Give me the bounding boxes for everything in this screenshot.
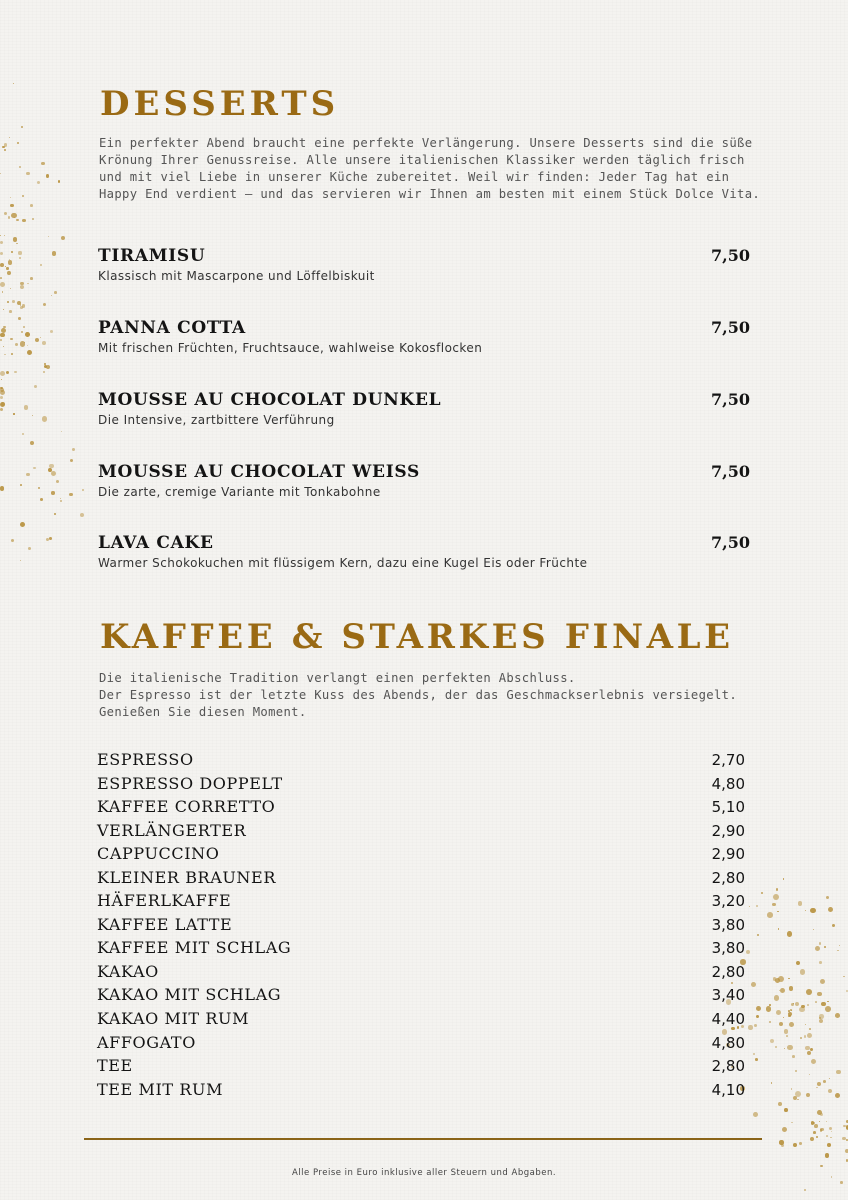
gold-splatter-dot [819, 961, 822, 964]
gold-splatter-dot [826, 1121, 827, 1122]
menu-item-description: Warmer Schokokuchen mit flüssigem Kern, dazu eine Kugel Eis oder Früchte [98, 556, 588, 570]
gold-splatter-dot [770, 1039, 774, 1043]
gold-splatter-dot [819, 942, 821, 944]
list-item [97, 962, 745, 986]
gold-splatter-dot [4, 143, 8, 147]
gold-splatter-dot [793, 1143, 797, 1147]
gold-splatter-dot [1, 379, 2, 380]
gold-splatter-dot [776, 888, 779, 891]
gold-splatter-dot [61, 431, 62, 432]
gold-splatter-dot [10, 338, 13, 341]
gold-splatter-dot [0, 241, 3, 244]
gold-splatter-dot [7, 271, 11, 275]
gold-splatter-dot [791, 1122, 793, 1124]
list-item [97, 821, 745, 845]
gold-splatter-dot [781, 1144, 784, 1147]
gold-splatter-dot [754, 1024, 757, 1027]
coffee-price: 2,70 [711, 751, 745, 769]
coffee-price: 2,80 [711, 962, 745, 981]
gold-splatter-dot [0, 333, 5, 338]
gold-splatter-dot [810, 1048, 813, 1051]
menu-item-name: PANNA COTTA [98, 318, 246, 338]
gold-splatter-dot [10, 197, 11, 198]
gold-splatter-dot [825, 1153, 829, 1157]
coffee-price: 4,80 [711, 1033, 745, 1052]
gold-splatter-dot [0, 408, 3, 411]
gold-splatter-dot [824, 946, 826, 948]
gold-splatter-dot [16, 243, 17, 244]
footer-divider [84, 1138, 762, 1140]
gold-splatter-dot [827, 1001, 828, 1002]
gold-splatter-dot [25, 332, 30, 337]
gold-splatter-dot [4, 354, 5, 355]
gold-splatter-dot [839, 945, 840, 946]
menu-item-price: 7,50 [711, 462, 750, 481]
list-item [97, 774, 745, 798]
gold-splatter-dot [41, 162, 44, 165]
gold-splatter-dot [0, 402, 5, 407]
gold-splatter-dot [753, 1112, 758, 1117]
gold-splatter-dot [20, 285, 24, 289]
coffee-price: 3,80 [711, 915, 745, 934]
coffee-name: CAPPUCCINO [97, 844, 220, 864]
menu-item-price: 7,50 [711, 390, 750, 409]
section-title-desserts: DESSERTS [100, 84, 340, 124]
list-item [97, 868, 745, 892]
gold-splatter-dot [6, 267, 8, 269]
gold-splatter-dot [42, 416, 47, 421]
gold-splatter-dot [20, 522, 25, 527]
gold-splatter-dot [10, 288, 11, 289]
gold-splatter-dot [806, 989, 812, 995]
gold-splatter-dot [830, 1137, 832, 1139]
gold-splatter-dot [42, 341, 46, 345]
gold-splatter-dot [815, 1001, 817, 1003]
gold-splatter-dot [788, 978, 790, 980]
gold-splatter-dot [775, 1046, 777, 1048]
gold-splatter-dot [777, 911, 778, 912]
gold-splatter-dot [826, 896, 829, 899]
gold-splatter-dot [805, 1024, 806, 1025]
gold-splatter-dot [799, 1142, 802, 1145]
menu-item-description: Klassisch mit Mascarpone und Löffelbiskuit [98, 269, 375, 283]
gold-splatter-dot [796, 961, 800, 965]
gold-splatter-dot [756, 905, 758, 907]
menu-item-price: 7,50 [711, 246, 750, 265]
gold-splatter-dot [779, 1022, 783, 1026]
gold-splatter-dot [27, 283, 29, 285]
gold-splatter-dot [783, 1017, 785, 1019]
gold-splatter-dot [33, 467, 35, 469]
gold-splatter-dot [784, 1029, 788, 1033]
coffee-price: 4,10 [711, 1080, 745, 1099]
gold-splatter-dot [819, 1121, 820, 1122]
gold-splatter-dot [756, 1015, 759, 1018]
coffee-name: VERLÄNGERTER [97, 820, 247, 840]
coffee-name: KLEINER BRAUNER [97, 867, 276, 887]
gold-splatter-dot [40, 264, 42, 266]
coffee-price: 2,80 [711, 1057, 745, 1076]
gold-splatter-dot [766, 1006, 771, 1011]
gold-splatter-dot [784, 1108, 788, 1112]
gold-splatter-dot [9, 137, 10, 138]
gold-splatter-dot [26, 473, 30, 477]
gold-splatter-dot [797, 1099, 798, 1100]
gold-splatter-dot [1, 328, 6, 333]
gold-splatter-dot [806, 1093, 810, 1097]
gold-splatter-dot [0, 252, 3, 255]
gold-splatter-dot [54, 291, 57, 294]
gold-splatter-dot [13, 83, 15, 85]
coffee-price-list [97, 750, 745, 1103]
gold-splatter-dot [2, 291, 3, 292]
gold-splatter-dot [784, 1048, 785, 1049]
gold-splatter-dot [22, 195, 24, 197]
gold-splatter-dot [34, 385, 37, 388]
gold-splatter-dot [0, 263, 4, 267]
gold-splatter-dot [28, 547, 31, 550]
gold-splatter-dot [795, 1070, 797, 1072]
gold-splatter-dot [826, 1135, 828, 1137]
list-item [97, 844, 745, 868]
gold-splatter-dot [26, 172, 30, 176]
gold-splatter-dot [783, 878, 784, 879]
gold-splatter-dot [835, 1013, 840, 1018]
gold-splatter-dot [786, 1035, 788, 1037]
gold-splatter-dot [807, 1004, 809, 1006]
list-item [97, 1033, 745, 1057]
kaffee-intro-text: Die italienische Tradition verlangt einen perfekten Abschluss. Der Espresso ist der letzte Kuss des Abends, der das Geschmackserlebnis versiegelt. Genießen Sie diesen Moment. [99, 671, 738, 719]
gold-splatter-dot [807, 1033, 812, 1038]
coffee-name: KAFFEE LATTE [97, 914, 233, 934]
coffee-price: 3,40 [711, 986, 745, 1005]
gold-splatter-dot [51, 471, 56, 476]
gold-splatter-dot [778, 976, 784, 982]
gold-splatter-dot [40, 498, 43, 501]
gold-splatter-dot [11, 539, 15, 543]
gold-splatter-dot [820, 1113, 824, 1117]
coffee-name: KAFFEE CORRETTO [97, 797, 276, 817]
gold-splatter-dot [778, 928, 779, 929]
section-title-kaffee: KAFFEE & STARKES FINALE [100, 617, 734, 657]
gold-splatter-dot [800, 969, 806, 975]
gold-splatter-dot [798, 901, 802, 905]
gold-splatter-dot [46, 174, 50, 178]
gold-splatter-dot [61, 236, 65, 240]
gold-splatter-dot [0, 390, 5, 395]
gold-splatter-dot [0, 235, 1, 236]
coffee-name: AFFOGATO [97, 1032, 196, 1052]
coffee-price: 2,90 [711, 845, 745, 864]
desserts-intro-text: Ein perfekter Abend braucht eine perfekte Verlängerung. Unsere Desserts sind die süße Krönung Ihrer Genussreise. Alle unsere italienischen Klassiker werden täglich frisch und mit viel Liebe in unserer Küche zubereitet. Weil wir finden: Jeder Tag hat ein Happy End verdient – und das servieren wir Ihnen am besten mit einem Stück Dolce Vita. [99, 136, 761, 201]
gold-splatter-dot [27, 345, 28, 346]
gold-splatter-dot [48, 468, 52, 472]
gold-splatter-dot [80, 513, 84, 517]
gold-splatter-dot [793, 1003, 794, 1004]
coffee-price: 2,90 [711, 821, 745, 840]
gold-splatter-dot [791, 1088, 792, 1089]
gold-splatter-dot [773, 894, 779, 900]
coffee-name: KAKAO MIT SCHLAG [97, 985, 282, 1005]
gold-splatter-dot [756, 1006, 761, 1011]
gold-splatter-dot [795, 1091, 801, 1097]
gold-splatter-dot [30, 204, 33, 207]
coffee-name: KAKAO [97, 961, 159, 981]
gold-splatter-dot [30, 441, 34, 445]
coffee-price: 3,20 [711, 892, 745, 911]
gold-splatter-dot [7, 301, 9, 303]
gold-splatter-dot [0, 396, 3, 399]
gold-splatter-dot [21, 126, 23, 128]
gold-splatter-dot [751, 982, 756, 987]
gold-splatter-dot [24, 405, 28, 409]
gold-splatter-dot [820, 979, 825, 984]
gold-splatter-dot [817, 992, 822, 997]
menu-item-name: MOUSSE AU CHOCOLAT DUNKEL [98, 390, 442, 410]
gold-splatter-dot [829, 1078, 830, 1079]
gold-splatter-dot [37, 181, 40, 184]
menu-item-name: MOUSSE AU CHOCOLAT WEISS [98, 462, 420, 482]
gold-splatter-dot [835, 1093, 840, 1098]
gold-splatter-dot [825, 1006, 831, 1012]
gold-splatter-dot [809, 1074, 810, 1075]
coffee-name: HÄFERLKAFFE [97, 891, 232, 911]
gold-splatter-dot [819, 1017, 821, 1019]
list-item [97, 891, 745, 915]
gold-splatter-dot [19, 166, 21, 168]
gold-splatter-dot [787, 1045, 792, 1050]
list-item [97, 985, 745, 1009]
gold-splatter-dot [72, 448, 75, 451]
gold-splatter-dot [748, 1025, 752, 1029]
gold-splatter-dot [0, 339, 2, 341]
gold-splatter-dot [789, 986, 794, 991]
coffee-price: 4,80 [711, 774, 745, 793]
list-item [97, 750, 745, 774]
gold-splatter-dot [52, 251, 57, 256]
gold-splatter-dot [13, 237, 17, 241]
gold-splatter-dot [776, 1010, 781, 1015]
gold-splatter-dot [787, 931, 793, 937]
list-item [97, 797, 745, 821]
gold-splatter-dot [12, 300, 15, 303]
menu-item-description: Mit frischen Früchten, Fruchtsauce, wahlweise Kokosflocken [98, 341, 483, 355]
gold-splatter-dot [22, 433, 24, 435]
gold-splatter-dot [810, 908, 816, 914]
gold-splatter-dot [780, 988, 786, 994]
gold-splatter-dot [20, 560, 21, 561]
gold-splatter-dot [51, 491, 54, 494]
gold-splatter-dot [69, 493, 73, 497]
list-item [97, 1056, 745, 1080]
gold-splatter-dot [30, 277, 33, 280]
gold-splatter-dot [769, 1021, 771, 1023]
gold-splatter-dot [805, 910, 806, 911]
gold-splatter-dot [3, 326, 5, 328]
gold-splatter-dot [771, 1082, 772, 1083]
gold-splatter-dot [0, 173, 1, 174]
gold-splatter-dot [767, 912, 773, 918]
gold-splatter-dot [778, 1102, 782, 1106]
gold-splatter-dot [21, 331, 23, 333]
gold-splatter-dot [32, 218, 33, 219]
gold-splatter-dot [819, 1019, 823, 1023]
gold-splatter-dot [831, 1131, 832, 1132]
gold-splatter-dot [40, 337, 42, 339]
gold-splatter-dot [32, 415, 33, 416]
gold-splatter-dot [0, 277, 2, 279]
gold-splatter-dot [820, 1128, 824, 1132]
gold-splatter-dot [774, 995, 779, 1000]
gold-splatter-dot [18, 251, 21, 254]
gold-splatter-dot [11, 251, 13, 253]
gold-splatter-dot [811, 1059, 816, 1064]
gold-splatter-dot [813, 1131, 816, 1134]
gold-splatter-dot [832, 924, 835, 927]
gold-splatter-dot [43, 371, 45, 373]
gold-splatter-dot [0, 486, 4, 490]
gold-splatter-dot [795, 1002, 799, 1006]
gold-splatter-dot [772, 903, 775, 906]
gold-splatter-dot [51, 295, 52, 296]
menu-item-price: 7,50 [711, 533, 750, 552]
gold-splatter-dot [4, 212, 7, 215]
gold-splatter-dot [810, 1137, 814, 1141]
coffee-name: TEE [97, 1056, 133, 1076]
gold-splatter-dot [788, 1012, 792, 1016]
coffee-price: 5,10 [711, 798, 745, 817]
menu-item-name: LAVA CAKE [98, 533, 214, 553]
coffee-price: 4,40 [711, 1010, 745, 1029]
gold-splatter-dot [9, 310, 12, 313]
list-item [97, 1080, 745, 1104]
gold-splatter-dot [840, 1181, 843, 1184]
coffee-name: ESPRESSO [97, 750, 194, 769]
gold-splatter-dot [828, 1089, 832, 1093]
gold-splatter-dot [20, 306, 23, 309]
gold-splatter-dot [14, 371, 17, 374]
gold-splatter-dot [8, 216, 11, 219]
coffee-price: 2,80 [711, 868, 745, 887]
gold-splatter-dot [18, 317, 21, 320]
gold-splatter-dot [49, 537, 52, 540]
gold-splatter-dot [15, 343, 18, 346]
gold-splatter-dot [19, 257, 21, 259]
gold-splatter-dot [6, 371, 9, 374]
gold-splatter-dot [842, 1137, 846, 1141]
gold-splatter-dot [792, 1055, 795, 1058]
gold-splatter-dot [56, 480, 59, 483]
gold-splatter-dot [815, 946, 820, 951]
gold-splatter-dot [828, 907, 833, 912]
gold-splatter-dot [22, 219, 25, 222]
gold-splatter-dot [0, 387, 3, 390]
menu-item-name: TIRAMISU [98, 246, 206, 266]
gold-splatter-dot [749, 906, 750, 907]
menu-item-description: Die zarte, cremige Variante mit Tonkabohne [98, 485, 381, 499]
gold-splatter-dot [813, 929, 814, 930]
gold-splatter-dot [16, 219, 18, 221]
gold-splatter-dot [50, 330, 53, 333]
gold-splatter-dot [817, 1082, 821, 1086]
gold-splatter-dot [829, 1127, 832, 1130]
gold-splatter-dot [8, 260, 12, 264]
gold-splatter-dot [761, 892, 763, 894]
gold-splatter-dot [789, 1022, 794, 1027]
gold-splatter-dot [837, 950, 839, 952]
gold-splatter-dot [821, 1002, 826, 1007]
gold-splatter-dot [816, 1087, 818, 1089]
gold-splatter-dot [753, 1053, 755, 1055]
coffee-name: ESPRESSO DOPPELT [97, 773, 283, 793]
gold-splatter-dot [20, 484, 22, 486]
gold-splatter-dot [845, 1149, 848, 1153]
gold-splatter-dot [0, 371, 5, 376]
gold-splatter-dot [70, 459, 73, 462]
gold-splatter-dot [820, 1165, 822, 1167]
menu-item-description: Die Intensive, zartbittere Verführung [98, 413, 335, 427]
gold-splatter-dot [27, 350, 32, 355]
gold-splatter-dot [58, 180, 61, 183]
list-item [97, 915, 745, 939]
footer-note: Alle Preise in Euro inklusive aller Steuern und Abgaben. [291, 1168, 557, 1178]
gold-splatter-dot [807, 1051, 811, 1055]
gold-splatter-dot [801, 1005, 804, 1008]
gold-splatter-dot [82, 489, 84, 491]
gold-splatter-dot [48, 236, 49, 237]
gold-splatter-dot [782, 1127, 787, 1132]
gold-splatter-dot [804, 1189, 806, 1191]
gold-splatter-dot [843, 976, 844, 977]
coffee-name: TEE MIT RUM [97, 1079, 224, 1099]
gold-splatter-dot [4, 235, 5, 236]
gold-splatter-dot [35, 338, 39, 342]
gold-splatter-dot [809, 1028, 811, 1030]
gold-splatter-dot [836, 1070, 841, 1075]
gold-splatter-dot [800, 1037, 802, 1039]
gold-splatter-dot [3, 346, 4, 347]
gold-splatter-dot [816, 1136, 818, 1138]
gold-splatter-dot [38, 487, 40, 489]
gold-splatter-dot [746, 950, 750, 954]
list-item [97, 1009, 745, 1033]
gold-splatter-dot [823, 1080, 826, 1083]
gold-splatter-dot [804, 1035, 807, 1038]
gold-splatter-dot [17, 142, 19, 144]
coffee-name: KAFFEE MIT SCHLAG [97, 938, 292, 958]
gold-splatter-dot [23, 326, 25, 328]
gold-splatter-dot [11, 353, 13, 355]
gold-splatter-dot [4, 149, 6, 151]
gold-splatter-dot [757, 934, 759, 936]
menu-item-price: 7,50 [711, 318, 750, 337]
gold-splatter-dot [755, 1058, 758, 1061]
gold-splatter-dot [814, 1124, 818, 1128]
list-item [97, 938, 745, 962]
gold-splatter-dot [10, 204, 13, 207]
gold-splatter-dot [13, 413, 14, 414]
gold-splatter-dot [60, 500, 62, 502]
gold-splatter-dot [3, 309, 5, 311]
gold-splatter-dot [54, 513, 56, 515]
coffee-price: 3,80 [711, 939, 745, 958]
gold-splatter-dot [0, 282, 5, 287]
gold-splatter-dot [43, 303, 46, 306]
coffee-name: KAKAO MIT RUM [97, 1009, 250, 1029]
